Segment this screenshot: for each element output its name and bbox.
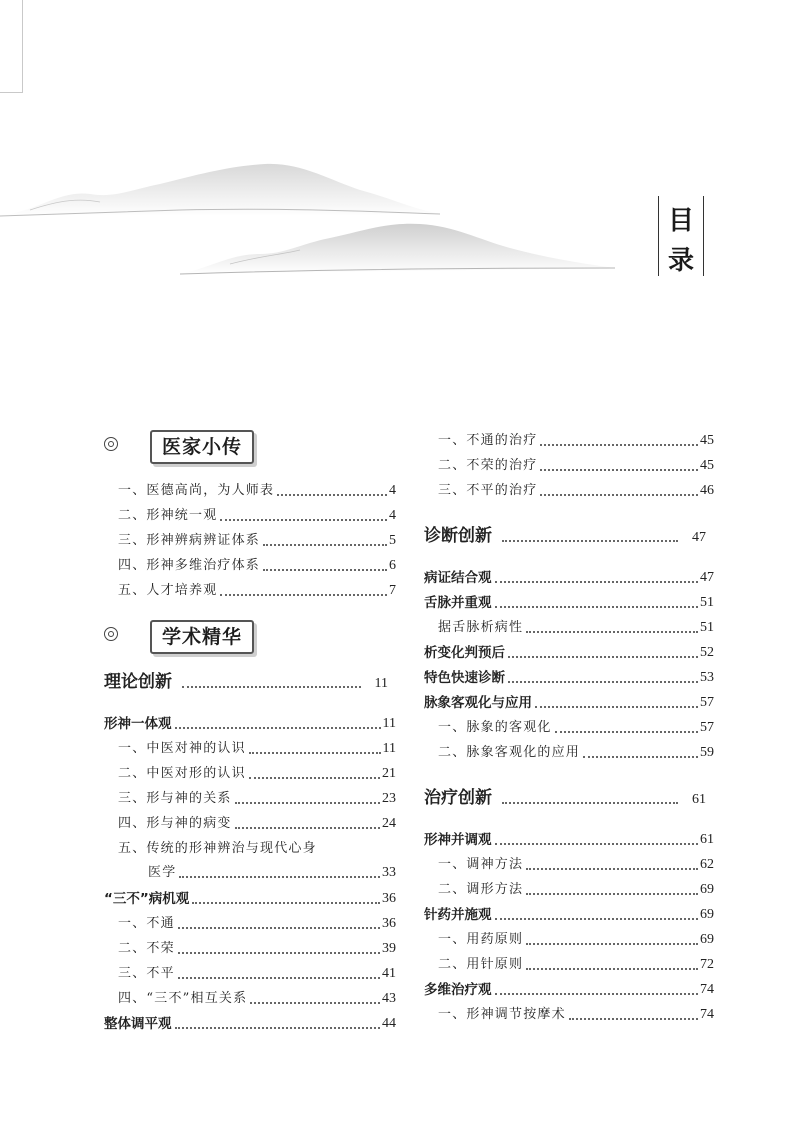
entry-page: 7 [389,583,396,598]
toc-entry[interactable] [424,742,714,764]
entry-label-wrapped-line1[interactable]: 五、传统的形神辨治与现代心身 [118,841,317,856]
entry-page: 72 [700,957,714,972]
part-label: 治疗创新 [424,788,492,808]
dot-leader [502,802,678,804]
toc-entry[interactable] [424,879,714,901]
toc-entry[interactable] [424,642,714,664]
entry-page: 4 [389,483,396,498]
dot-leader [192,902,380,904]
entry-page: 44 [382,1016,396,1031]
dot-leader [526,943,698,945]
part-page: 11 [374,676,388,691]
toc-entry[interactable] [424,929,714,951]
dot-leader [555,731,698,733]
entry-label: “三不”病机观 [104,891,190,907]
entry-page: 11 [382,716,396,731]
entry-label: 一、不通的治疗 [438,433,538,448]
entry-page: 6 [389,558,396,573]
entry-page: 45 [700,433,714,448]
entry-label: 四、“三不”相互关系 [118,991,248,1006]
entry-label: 形神一体观 [104,716,172,732]
entry-page: 5 [389,533,396,548]
entry-page: 23 [382,791,396,806]
dot-leader [235,802,380,804]
toc-entry[interactable] [424,592,714,614]
toc-entry[interactable] [424,829,714,851]
entry-page: 57 [700,720,714,735]
dot-leader [249,752,381,754]
toc-entry[interactable] [104,763,396,785]
dot-leader [178,927,380,929]
entry-label: 据舌脉析病性 [438,620,524,635]
part-label: 诊断创新 [424,526,492,546]
dot-leader [235,827,380,829]
entry-label: 一、不通 [118,916,175,931]
toc-entry[interactable] [104,1013,396,1035]
toc-entry[interactable] [424,480,714,502]
toc-entry[interactable] [424,904,714,926]
entry-label: 四、形神多维治疗体系 [118,558,261,573]
entry-page: 39 [382,941,396,956]
entry-page: 43 [382,991,396,1006]
toc-entry[interactable] [424,567,714,589]
dot-leader [526,968,698,970]
dot-leader [175,1027,381,1029]
toc-title [658,196,704,276]
entry-label: 五、人才培养观 [118,583,218,598]
entry-page: 74 [700,1007,714,1022]
entry-label: 多维治疗观 [424,982,492,998]
entry-page: 33 [382,865,396,880]
dot-leader [526,868,698,870]
dot-leader [175,727,381,729]
entry-label: 脉象客观化与应用 [424,695,532,711]
entry-label: 针药并施观 [424,907,492,923]
dot-leader [495,843,699,845]
toc-entry[interactable] [424,717,714,739]
toc-entry[interactable] [424,854,714,876]
part-label: 理论创新 [104,672,172,692]
mountain-landscape-illustration [0,150,640,290]
corner-crop-mark [0,0,23,93]
entry-label: 三、不平 [118,966,175,981]
dot-leader [220,519,387,521]
entry-page: 36 [382,891,396,906]
entry-label: 舌脉并重观 [424,595,492,611]
entry-label: 四、形与神的病变 [118,816,232,831]
dot-leader [508,656,698,658]
part-entry-treatment[interactable] [424,784,714,812]
toc-entry[interactable] [104,555,396,577]
entry-label: 特色快速诊断 [424,670,505,686]
entry-page: 52 [700,645,714,660]
toc-entry[interactable] [104,788,396,810]
entry-label: 一、用药原则 [438,932,524,947]
entry-label: 二、形神统一观 [118,508,218,523]
entry-page: 53 [700,670,714,685]
entry-page: 51 [700,595,714,610]
entry-page: 47 [700,570,714,585]
entry-page: 59 [700,745,714,760]
entry-label: 二、调形方法 [438,882,524,897]
toc-entry[interactable] [424,979,714,1001]
entry-page: 24 [382,816,396,831]
dot-leader [495,581,699,583]
dot-leader [178,977,380,979]
double-circle-bullet-icon [104,437,118,451]
toc-entry[interactable] [104,480,396,502]
entry-label: 整体调平观 [104,1016,172,1032]
toc-entry[interactable] [104,862,396,884]
dot-leader [182,686,361,688]
entry-page: 11 [382,741,396,756]
entry-label: 二、中医对形的认识 [118,766,246,781]
entry-page: 69 [700,907,714,922]
dot-leader [508,681,698,683]
section-header-bio [104,430,396,464]
dot-leader [502,540,678,542]
dot-leader [263,569,387,571]
toc-entry[interactable] [104,938,396,960]
entry-page: 57 [700,695,714,710]
dot-leader [526,631,698,633]
entry-page: 51 [700,620,714,635]
part-entry-theory[interactable] [104,668,396,696]
dot-leader [179,876,380,878]
dot-leader [495,993,699,995]
part-page: 61 [692,792,706,807]
entry-label: 一、形神调节按摩术 [438,1007,566,1022]
toc-entry[interactable] [424,1004,714,1026]
entry-label: 三、形神辨病辨证体系 [118,533,261,548]
entry-page: 4 [389,508,396,523]
entry-page: 62 [700,857,714,872]
dot-leader [535,706,698,708]
dot-leader [277,494,387,496]
toc-entry[interactable] [104,988,396,1010]
toc-entry[interactable] [104,913,396,935]
entry-label: 医学 [148,865,177,880]
toc-entry[interactable] [104,713,396,735]
dot-leader [495,606,699,608]
toc-entry[interactable] [424,455,714,477]
entry-label: 一、中医对神的认识 [118,741,246,756]
entry-page: 69 [700,932,714,947]
entry-label: 一、调神方法 [438,857,524,872]
toc-entry[interactable] [424,692,714,714]
section-title-bio: 医家小传 [150,430,254,464]
entry-page: 46 [700,483,714,498]
toc-entry[interactable] [104,530,396,552]
dot-leader [250,1002,380,1004]
toc-entry[interactable] [424,667,714,689]
part-page: 47 [692,530,706,545]
toc-entry[interactable] [104,813,396,835]
title-char-2: 录 [667,246,694,276]
toc-entry[interactable] [424,617,714,639]
entry-label: 形神并调观 [424,832,492,848]
toc-entry[interactable] [104,963,396,985]
dot-leader [220,594,387,596]
dot-leader [583,756,698,758]
dot-leader [178,952,380,954]
title-char-1: 目 [667,206,694,236]
entry-label: 一、医德高尚，为人师表 [118,483,275,498]
entry-page: 69 [700,882,714,897]
dot-leader [540,469,698,471]
section-title-essence: 学术精华 [150,620,254,654]
toc-entry[interactable] [104,738,396,760]
entry-label: 病证结合观 [424,570,492,586]
toc-entry[interactable] [104,505,396,527]
dot-leader [263,544,387,546]
dot-leader [495,918,699,920]
dot-leader [540,494,698,496]
toc-entry[interactable] [424,954,714,976]
entry-page: 21 [382,766,396,781]
dot-leader [526,893,698,895]
toc-entry[interactable] [104,888,396,910]
entry-label: 二、不荣的治疗 [438,458,538,473]
entry-page: 45 [700,458,714,473]
entry-label: 二、不荣 [118,941,175,956]
toc-entry[interactable] [104,580,396,602]
entry-page: 61 [700,832,714,847]
entry-page: 36 [382,916,396,931]
entry-label: 三、不平的治疗 [438,483,538,498]
dot-leader [569,1018,698,1020]
part-entry-diagnosis[interactable] [424,522,714,550]
dot-leader [540,444,698,446]
section-header-essence [104,620,396,654]
toc-entry[interactable] [424,430,714,452]
dot-leader [249,777,380,779]
entry-page: 41 [382,966,396,981]
double-circle-bullet-icon [104,627,118,641]
entry-label: 三、形与神的关系 [118,791,232,806]
entry-label: 一、脉象的客观化 [438,720,552,735]
entry-label: 二、脉象客观化的应用 [438,745,581,760]
entry-label: 析变化判预后 [424,645,505,661]
entry-label: 二、用针原则 [438,957,524,972]
entry-page: 74 [700,982,714,997]
